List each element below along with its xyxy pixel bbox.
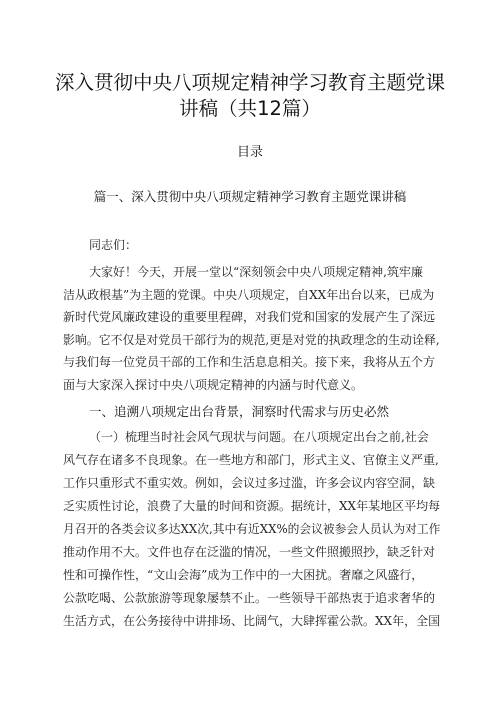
section-title: 篇一、深入贯彻中央八项规定精神学习教育主题党课讲稿	[93, 189, 407, 204]
paragraph-line: 洁从政根基”为主题的党课。中央八项规定，自XX年出台以来，已成为	[63, 288, 435, 302]
paragraph-line: 新时代党风廉政建设的重要里程碑，对我们党和国家的发展产生了深远	[63, 310, 436, 324]
paragraph-line: （一）梳理当时社会风气现状与问题。在八项规定出台之前,社会	[89, 430, 429, 444]
paragraph-line: 公款吃喝、公款旅游等现象屡禁不止。一些领导干部热衷于追求奢华的	[63, 591, 436, 605]
paragraph-line: 生活方式，在公务接待中讲排场、比阔气，大肆挥霍公款。XX年，全国	[63, 614, 441, 628]
paragraph-line: 与我们每一位党员干部的工作和生活息息相关。接下来，我将从五个方	[63, 355, 436, 369]
paragraph-line: 乏实质性讨论，浪费了大量的时间和资源。据统计，XX年某地区平均每	[63, 499, 441, 513]
salutation: 同志们：	[89, 238, 138, 252]
document-title-line-1: 深入贯彻中央八项规定精神学习教育主题党课	[54, 71, 445, 94]
toc-label: 目录	[236, 145, 263, 160]
paragraph-line: 月召开的各类会议多达XX次,其中有近XX%的会议被参会人员认为对工作	[63, 522, 441, 536]
paragraph-line: 性和可操作性，“文山会海”成为工作中的一大困扰。奢靡之风盛行，	[63, 568, 424, 582]
paragraph-line: 风气存在诸多不良现象。在一些地方和部门，形式主义、官僚主义严重,	[63, 453, 439, 467]
paragraph-line: 工作只重形式不重实效。例如，会议过多过滥，许多会议内容空洞，缺	[63, 476, 436, 490]
document-title-line-2: 讲稿（共12篇）	[179, 97, 321, 120]
paragraph-line: 推动作用不大。文件也存在泛滥的情况，一些文件照搬照抄，缺乏针对	[63, 545, 436, 559]
section-heading: 一、追溯八项规定出台背景，洞察时代需求与历史必然	[89, 404, 390, 419]
paragraph-line: 面与大家深入探讨中央八项规定精神的内涵与时代意义。	[63, 378, 364, 392]
paragraph-line: 影响。它不仅是对党员干部行为的规范,更是对党的执政理念的生动诠释,	[63, 333, 440, 347]
paragraph-line: 大家好！今天，开展一堂以“深刻领会中央八项规定精神,筑牢廉	[89, 265, 423, 279]
